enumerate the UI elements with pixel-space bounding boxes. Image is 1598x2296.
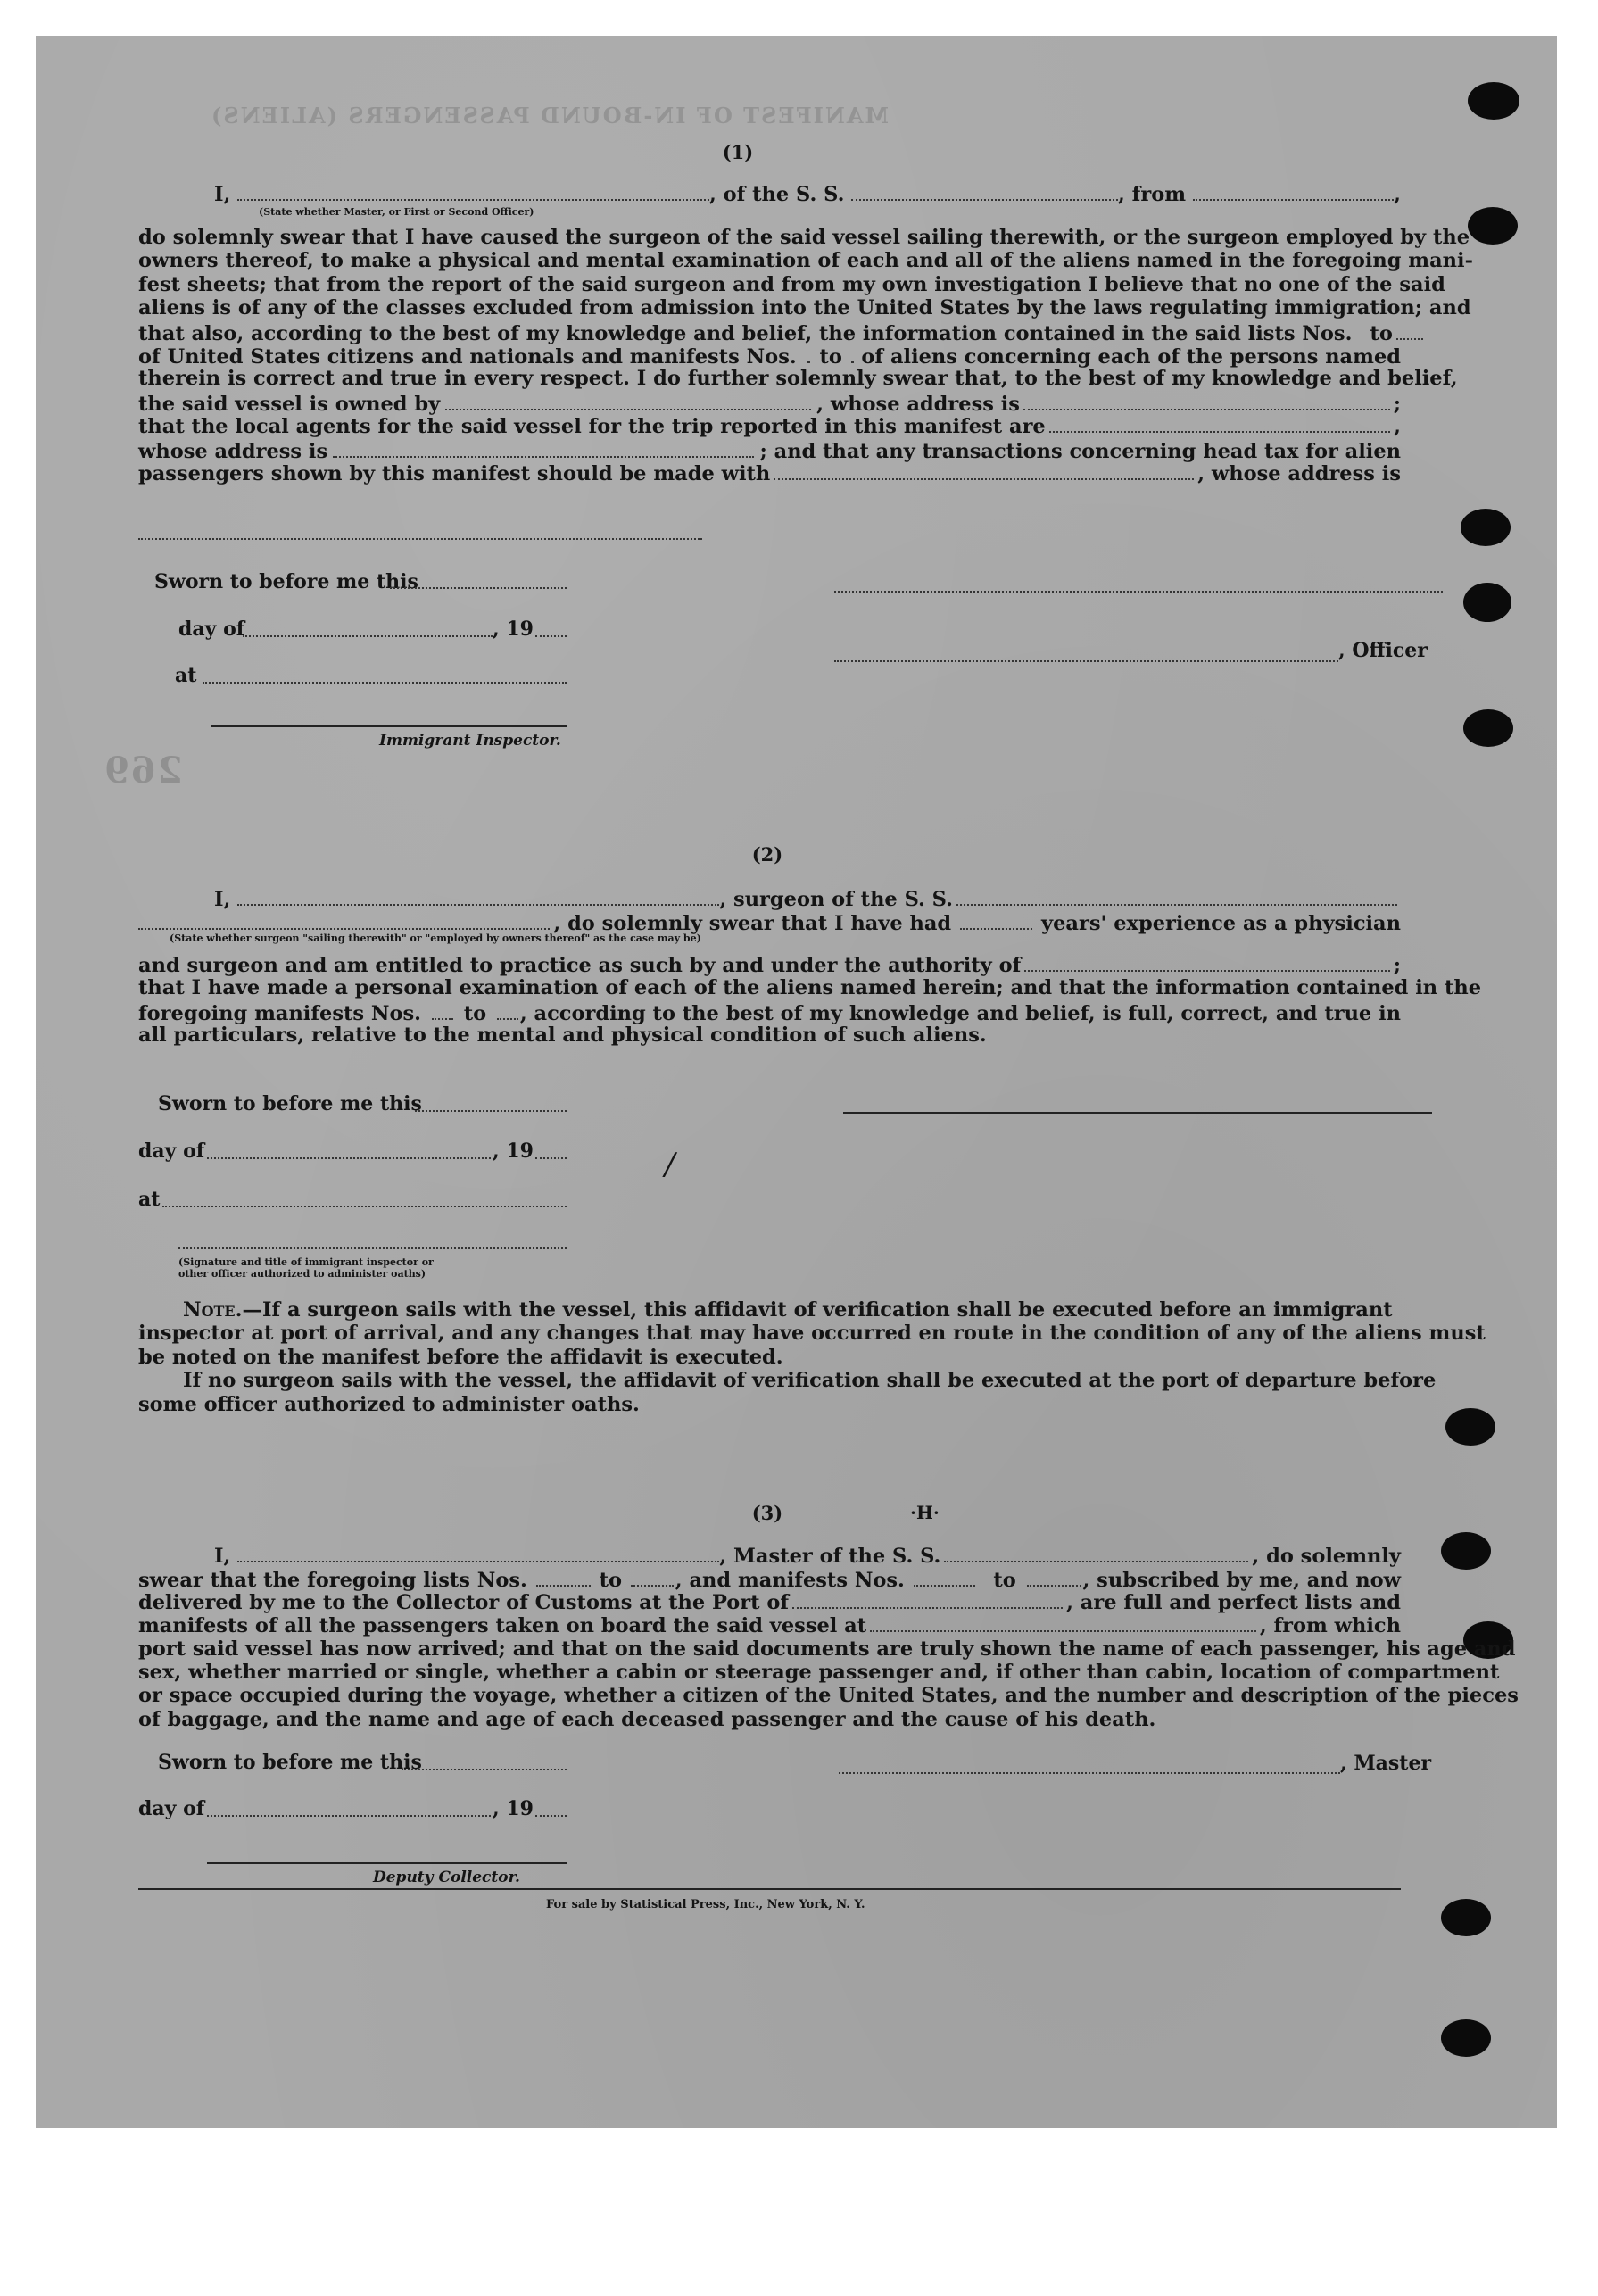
surgeon-note-paragraph: Note. —If a surgeon sails with the vessel, this affidavit of verification shall be executed before an immigrant inspector at port of arrival, and any changes that may have occurred en route in the condition of any of the aliens must be noted on the manifest before the affidavit is executed. If no surgeon sails with the vessel, the affidavit of verification shall be executed at the port of departure before some officer authorized to administer oaths. [138,1298,1486,1416]
agents-address-field[interactable] [333,438,754,458]
text-line: do solemnly swear that I have caused the surgeon of the said vessel sailing therewith, or the surgeon employed by the [138,226,1470,249]
text-line: all particulars, relative to the mental and physical condition of such aliens. [138,1024,987,1048]
officer-label: , Officer [1338,639,1428,662]
punch-hole [1445,1408,1495,1446]
text-line: port said vessel has now arrived; and that on the said documents are truly shown the name of each passenger, his age and [138,1637,1516,1661]
text-line: passengers shown by this manifest should be made with , whose address is [138,462,1401,486]
sworn-date-field-3[interactable] [402,1769,567,1770]
day-of-field-2[interactable] [207,1157,491,1159]
text-line: that I have made a personal examination of each of the aliens named herein; and that the information contained in the [138,976,1482,1000]
text-line: foregoing manifests Nos. to , according to the best of my knowledge and belief, is full, correct, and true in [138,1000,1401,1024]
section-1-body [138,226,1473,486]
officer-name-field[interactable] [237,181,709,201]
manifests-nos-to-field[interactable] [851,344,853,363]
day-of-field-3[interactable] [207,1815,491,1817]
manifests-nos-from-field-3[interactable] [914,1566,975,1586]
manifests-nos-from-field[interactable] [807,344,809,363]
foregoing-manifests-from-field[interactable] [432,1000,453,1020]
lists-nos-to-field[interactable] [1396,321,1423,340]
owner-field[interactable] [445,391,811,410]
collector-signature-field[interactable] [207,1862,567,1864]
inspector-signature-field[interactable] [211,725,567,727]
sworn-label-3: Sworn to before me this [158,1751,422,1774]
punch-hole [1441,2019,1491,2057]
manifests-nos-to-field-3[interactable] [1027,1566,1081,1586]
officer-signature-field[interactable] [834,591,1443,593]
at-label: at [175,664,197,687]
oath-i: I, [214,183,231,207]
practice-authority-field[interactable] [1024,953,1389,972]
ship-name-field[interactable] [851,181,1118,201]
punctuation: , [1394,183,1401,207]
stray-mark: / [665,1147,675,1182]
text-line: or space occupied during the voyage, whether a citizen of the United States, and the number and description of the pieces [138,1684,1519,1708]
punch-hole [1463,583,1511,622]
section-2-number: (2) [751,843,783,866]
punch-hole [1441,1532,1491,1570]
master-ship-name-field[interactable] [944,1544,1248,1562]
collector-label: Deputy Collector. [373,1869,520,1886]
text-line: that the local agents for the said vessel for the trip reported in this manifest are , [138,415,1401,439]
head-tax-address-field[interactable] [138,538,702,540]
authorized-officer-signature-field[interactable] [178,1247,567,1249]
section-1-first-line [138,181,1401,207]
foregoing-manifests-to-field[interactable] [497,1000,518,1020]
inspector-label: Immigrant Inspector. [379,732,561,750]
punch-hole [1468,207,1518,245]
text-line: owners thereof, to make a physical and mental examination of each and all of the aliens named in the foregoing mani- [138,249,1473,273]
surgeon-ship-name-field[interactable] [956,887,1397,906]
section-3-body [138,1543,1519,1731]
text-line: of United States citizens and nationals and manifests Nos. to of aliens concerning each of the persons named [138,344,1401,367]
surgeon-name-field[interactable] [237,886,719,906]
local-agents-field[interactable] [1049,414,1390,433]
officer-note: (State whether Master, or First or Second Officer) [259,206,534,218]
text-line: sex, whether married or single, whether a cabin or steerage passenger and, if other than cabin, location of compartment [138,1660,1500,1684]
from-port-field[interactable] [1193,181,1394,201]
from-label: , from [1118,183,1187,207]
text-line: manifests of all the passengers taken on board the said vessel at , from which [138,1614,1401,1638]
punch-hole [1468,82,1519,120]
year-label-3: , 19 [493,1797,534,1820]
day-of-field[interactable] [243,635,493,637]
day-of-label-3: day of [138,1797,205,1820]
section-3-number: (3) [751,1502,783,1524]
year-label-2: , 19 [493,1140,534,1163]
text-line: the said vessel is owned by , whose address is ; [138,391,1401,414]
surgeon-status-field[interactable] [138,909,550,929]
master-name-field[interactable] [237,1543,719,1562]
bleed-through-title: MANIFEST OF IN-BOUND PASSENGERS (ALIENS) [210,103,890,128]
year-field[interactable] [535,635,567,637]
punch-hole [1463,709,1513,747]
section-2-first-line: I, , surgeon of the S. S. , do solemnly swear that I have had years' experience as a physician [138,886,1401,933]
text-line: therein is correct and true in every respect. I do further solemnly swear that, to the best of my knowledge and belief, [138,367,1458,391]
punch-hole [1461,509,1511,546]
port-of-field[interactable] [792,1590,1063,1609]
text-line: of baggage, and the name and age of each deceased passenger and the cause of his death. [138,1707,1156,1731]
lists-nos-to-field-3[interactable] [631,1566,674,1586]
of-the-ss-label: , of the S. S. [708,183,845,207]
owner-address-field[interactable] [1023,392,1390,410]
year-label: , 19 [493,618,534,641]
at-place-field-2[interactable] [162,1206,567,1207]
signature-note-2: other officer authorized to administer oaths) [178,1268,426,1280]
text-line: aliens is of any of the classes excluded from admission into the United States by the laws regulating immigration; and [138,296,1471,320]
text-line: that also, according to the best of my knowledge and belief, the information contained in the said lists Nos. to [138,320,1401,344]
text-line: swear that the foregoing lists Nos. to , and manifests Nos. to , subscribed by me, and now [138,1566,1401,1589]
printer-credit: For sale by Statistical Press, Inc., New York, N. Y. [546,1898,865,1911]
text-line: fest sheets; that from the report of the said surgeon and from my own investigation I believe that no one of the said [138,272,1445,296]
sworn-date-field-2[interactable] [415,1110,567,1112]
surgeon-note: (State whether surgeon "sailing therewith" or "employed by owners thereof" as the case may be) [170,932,701,944]
years-experience-field[interactable] [960,909,1032,929]
officer-title-field[interactable] [834,660,1338,662]
note-label: Note. [183,1298,243,1322]
section-1-number: (1) [722,141,754,163]
bleed-through-stamp-number: 269 [103,750,183,792]
master-signature-field[interactable] [839,1772,1340,1774]
lists-nos-from-field-3[interactable] [536,1566,591,1586]
day-of-label: day of [178,618,245,641]
head-tax-contact-field[interactable] [774,461,1194,480]
section-2-body [138,953,1482,1048]
footer-rule [138,1888,1401,1890]
year-field-2[interactable] [535,1157,567,1159]
signature-note-1: (Signature and title of immigrant inspector or [178,1256,434,1268]
text-line: and surgeon and am entitled to practice as such by and under the authority of ; [138,954,1401,978]
year-field-3[interactable] [535,1815,567,1817]
sworn-date-field[interactable] [390,587,567,589]
surgeon-signature-field[interactable] [843,1112,1432,1114]
master-label: , Master [1340,1752,1432,1775]
day-of-label-2: day of [138,1140,205,1163]
at-label-2: at [138,1188,161,1211]
sworn-label: Sworn to before me this [154,570,418,593]
text-line: whose address is ; and that any transactions concerning head tax for alien [138,438,1401,461]
sworn-label-2: Sworn to before me this [158,1092,422,1115]
at-place-field[interactable] [203,682,567,684]
stray-mark-2: ·H· [910,1502,940,1523]
scanned-form-page [36,36,1557,2128]
text-line: delivered by me to the Collector of Customs at the Port of , are full and perfect lists and [138,1590,1401,1614]
punch-hole [1441,1899,1491,1936]
text-line: I, , Master of the S. S. , do solemnly [138,1543,1401,1566]
boarding-port-field[interactable] [870,1613,1256,1632]
